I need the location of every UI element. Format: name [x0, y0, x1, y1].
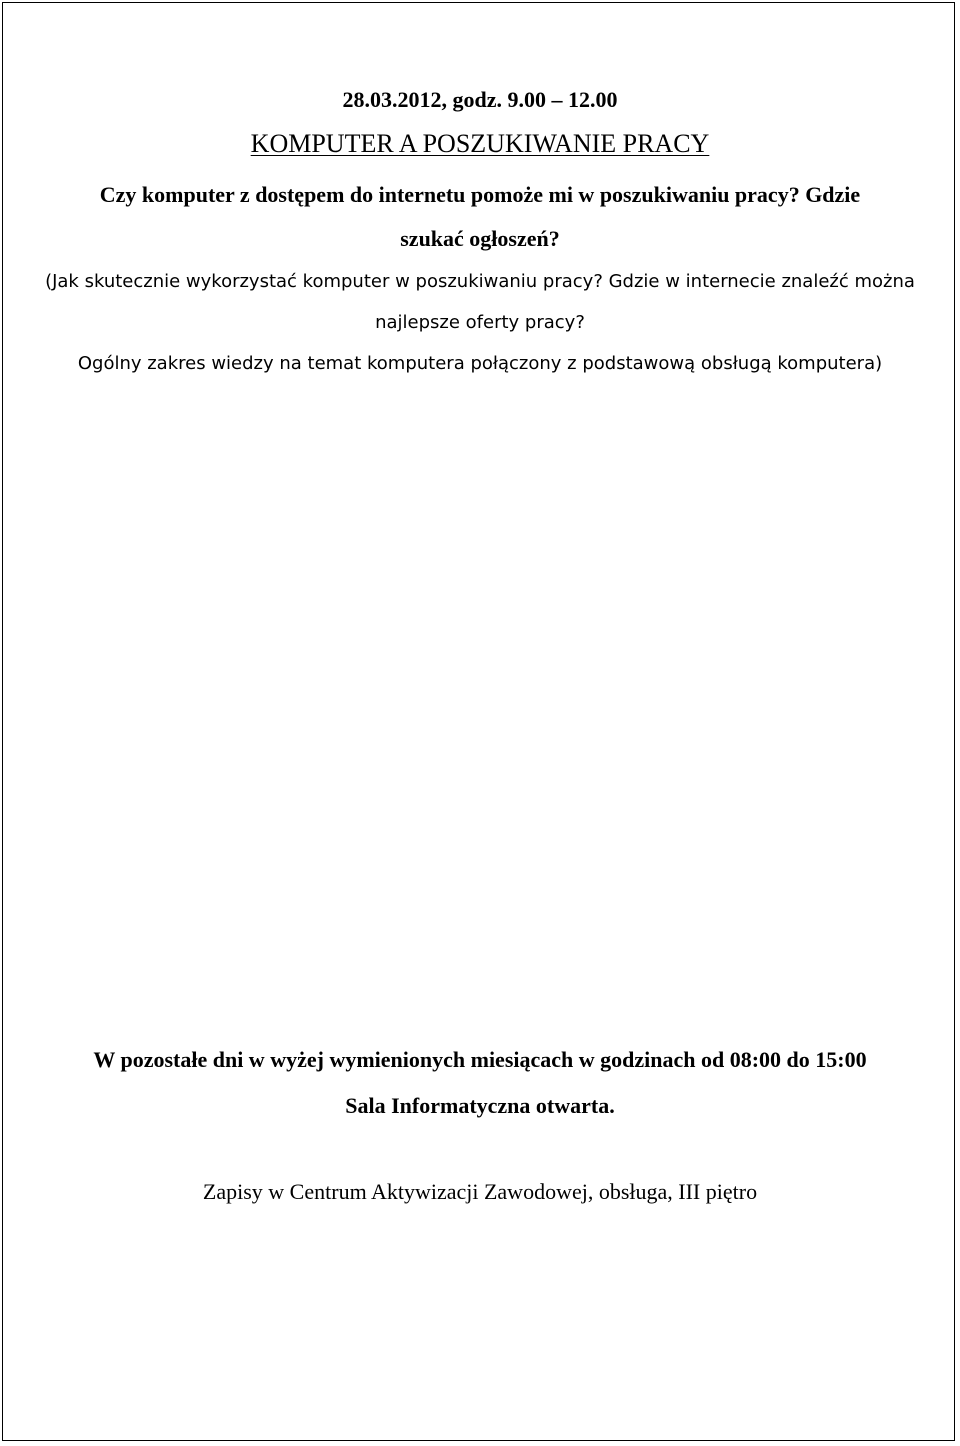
opening-hours-line-2: Sala Informatyczna otwarta.: [345, 1093, 615, 1118]
question-line-1: Czy komputer z dostępem do internetu pomoże mi w poszukiwaniu pracy? Gdzie: [99, 182, 861, 207]
opening-hours-line-1: W pozostałe dni w wyżej wymienionych miesiącach w godzinach od 08:00 do 15:00: [93, 1047, 867, 1072]
event-datetime: 28.03.2012, godz. 9.00 – 12.00: [342, 87, 618, 112]
signup-info: Zapisy w Centrum Aktywizacji Zawodowej, obsługa, III piętro: [202, 1179, 758, 1204]
description-line-2: najlepsze oferty pracy?: [375, 312, 585, 333]
description-line-3: Ogólny zakres wiedzy na temat komputera połączony z podstawową obsługą komputera): [77, 353, 883, 374]
description-line-1: (Jak skutecznie wykorzystać komputer w poszukiwaniu pracy? Gdzie w internecie znaleźć można: [45, 271, 915, 292]
question-line-2: szukać ogłoszeń?: [400, 226, 560, 251]
page-title: KOMPUTER A POSZUKIWANIE PRACY: [250, 129, 710, 158]
page-border: [2, 2, 955, 1441]
